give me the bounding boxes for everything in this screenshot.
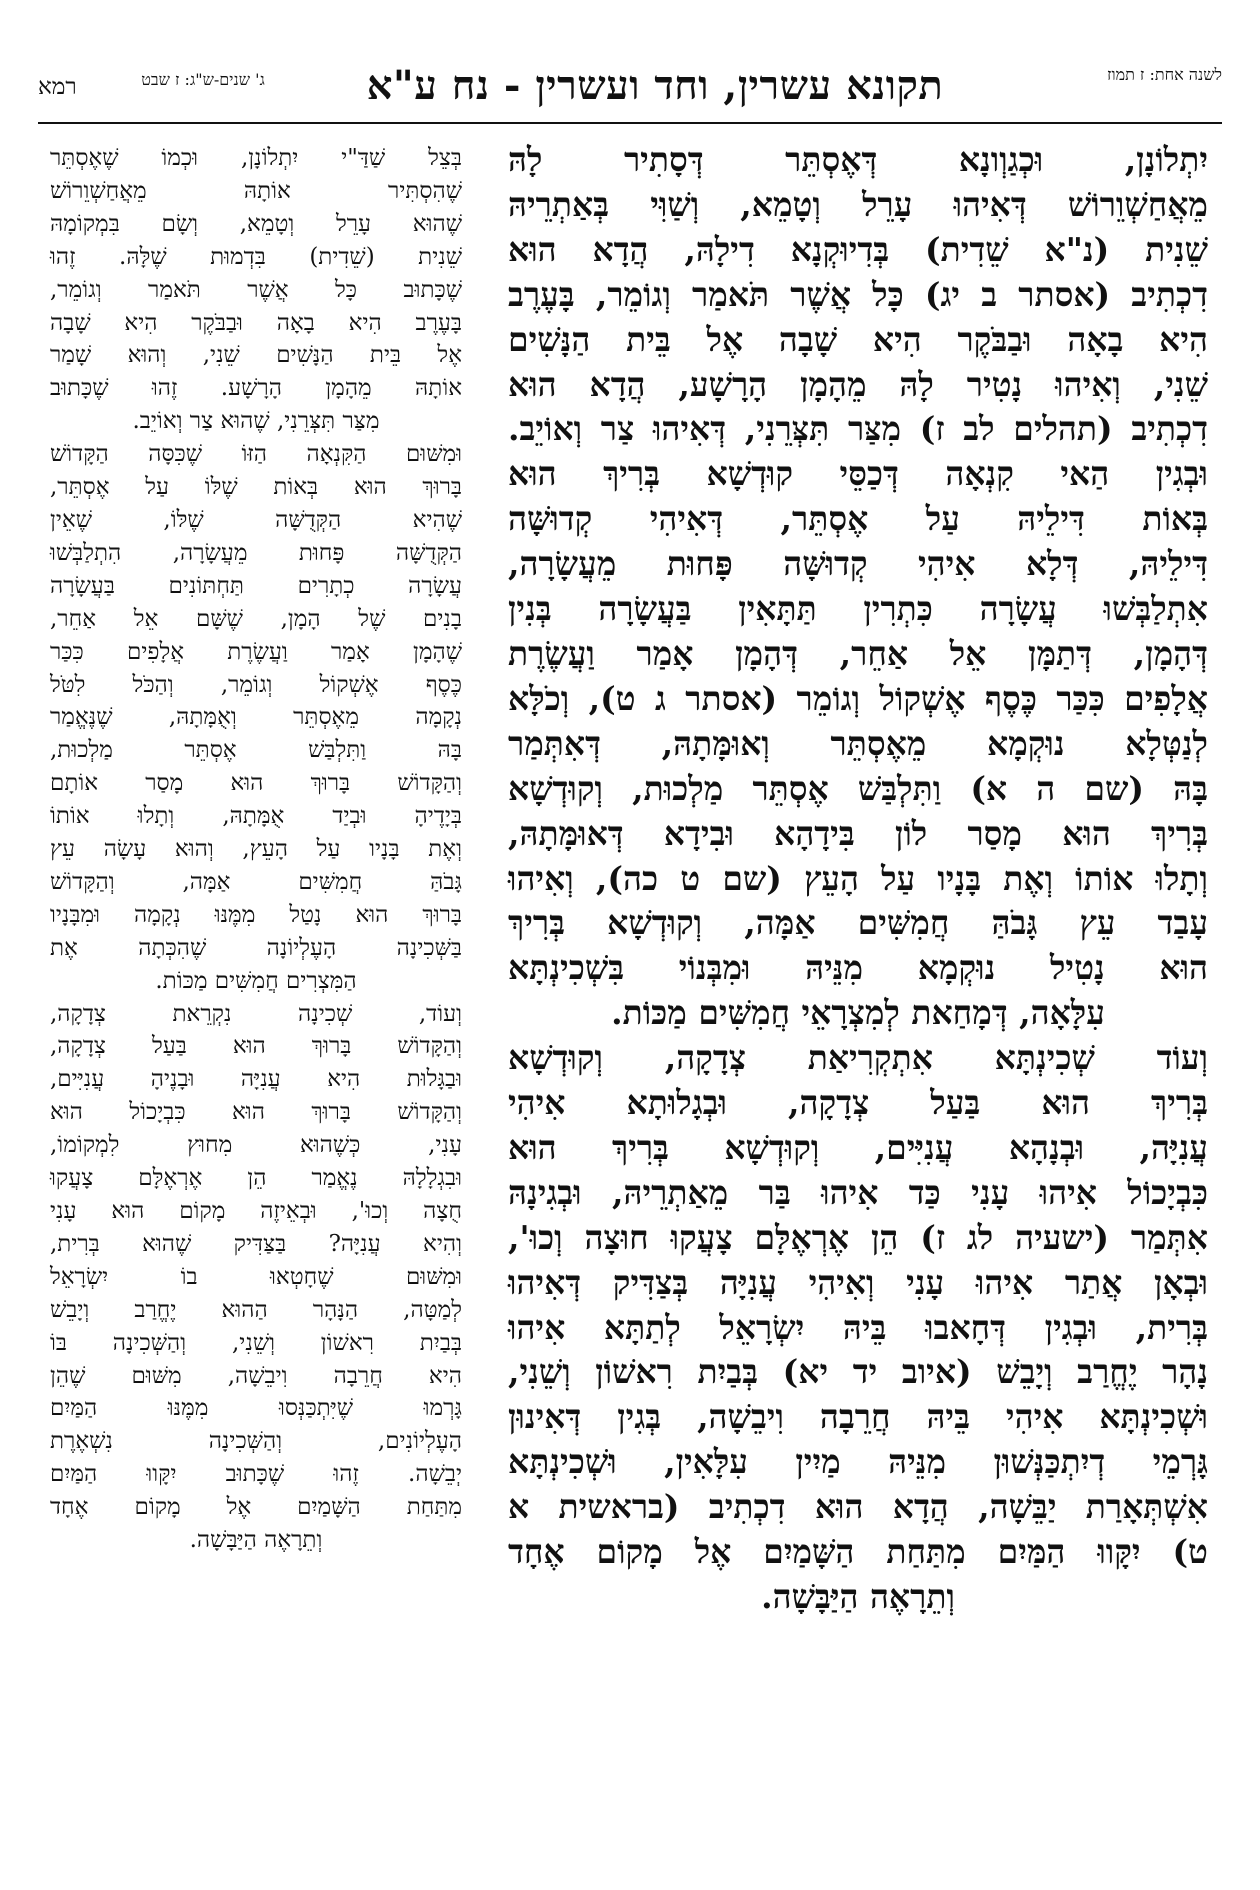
page-header (38, 62, 1222, 120)
main-line: וְעוֹד שְׁכִינְתָּא אִתְקְרִיאַת צְדָקָה, וְקוּדְשָׁא (508, 1038, 1208, 1078)
side-line: שֶׁהָמָן אָמַר וַעֲשֶׂרֶת אֲלָפִים כִּכַּר (50, 638, 462, 665)
side-line: וְהִיא עֲנִיָּה? בַּצַּדִּיק שֶׁהוּא בְּרִית, (50, 1230, 462, 1257)
side-line: שֵׁנִית (שֵׁדִית) בִּדְמוּת שֶׁלָּהּ. זֶהוּ (50, 243, 462, 270)
side-line: הָעֶלְיוֹנִים, וְהַשְּׁכִינָה נִשְׁאֶרֶת (50, 1428, 462, 1455)
main-line: אִתְּמַר (ישעיה לג ז) הֵן אֶרְאֶלָּם צָעֲקוּ חוּצָה וְכוּ', (508, 1217, 1208, 1257)
side-line: בָּרוּךְ הוּא בְּאוֹת שֶׁלּוֹ עַל אֶסְתֵּר, (50, 474, 462, 501)
side-line: וְאֶת בָּנָיו עַל הָעֵץ, וְהוּא עָשָׂה עֵץ (50, 836, 462, 863)
main-line: בְּרִיךְ הוּא בַּעַל צְדָקָה, וּבְגָלוּתָא אִיהִי (508, 1083, 1208, 1123)
main-line: גָּרְמֵי דְיִתְכַּנְּשׁוּן מִנֵּיהּ מַיִין עִלָּאִין, וּשְׁכִינְתָּא (508, 1442, 1208, 1482)
main-line: שֵׁנִית (נ"א שֵׁדִית) בְּדִיוּקְנָא דִילָהּ, הֲדָא הוּא (508, 229, 1208, 269)
main-line: וּבְגִין הַאי קִנְאָה דְּכַסֵּי קוּדְשָׁא בְּרִיךְ הוּא (508, 454, 1208, 494)
side-line: אֶל בֵּית הַנָּשִׁים שֵׁנִי, וְהוּא שָׁמַר (50, 342, 462, 369)
side-line: מִצַּר תִּצְּרֵנִי, שֶׁהוּא צַר וְאוֹיֵב. (132, 408, 380, 435)
main-line: בְּרִיךְ הוּא מָסַר לוֹן בִּידָהָא וּבִידָא דְּאוּמָּתָהּ, (508, 813, 1208, 853)
main-line: עָבַד עֵץ גָּבֹהַּ חֲמִשִּׁים אַמָּה, וְקוּדְשָׁא בְּרִיךְ (508, 903, 1208, 943)
side-line: גָּרְמוּ שֶׁיִּתְכַּנְּסוּ מִמֶּנּוּ הַמַּיִם (50, 1395, 462, 1422)
main-line: בְּרִית, וּבְגִין דְּחָאבוּ בֵּיהּ יִשְׂרָאֵל לְתַתָּא אִיהוּ (508, 1307, 1208, 1347)
side-line: וּמִשּׁוּם שֶׁחָטְאוּ בוֹ יִשְׂרָאֵל (50, 1263, 462, 1290)
main-line: מֵאֲחַשְׁוֵרוֹשׁ דְּאִיהוּ עָרֵל וְטָמֵא, וְשַׁוִּי בְּאַתְרֵיהּ (508, 184, 1208, 224)
main-line: אִתְלַבְּשׁוּ עֲשָׂרָה כִּתְרִין תַּתָּאִין בַּעֲשָׂרָה בְּנִין (508, 589, 1208, 629)
side-line: בָּרוּךְ הוּא נָטַל מִמֶּנּוּ נְקָמָה וּמִבָּנָיו (50, 901, 462, 928)
main-line: דִכְתִיב (תהלים לב ז) מִצַּר תִּצְּרֵנִי, דְּאִיהוּ צַר וְאוֹיֵב. (508, 409, 1208, 449)
page-number: רמא (38, 74, 77, 100)
side-line: גָּבֹהַּ חֲמִשִּׁים אַמָּה, וְהַקָּדוֹשׁ (50, 868, 462, 895)
main-line: וּשְׁכִינְתָּא אִיהִי בֵּיהּ חֲרֵבָה וִיבֵשָׁה, בְּגִין דְּאִינוּן (508, 1397, 1208, 1437)
side-line: בָנִים שֶׁל הָמָן, שֶׁשָּׁם אֵל אַחֵר, (50, 605, 462, 632)
main-line: דִכְתִיב (אסתר ב יג) כָּל אֲשֶׁר תֹּאמַר וְגוֹמֵר, בָּעֶרֶב (508, 274, 1208, 314)
side-line: בְּצֵל שַׁדַּ"י יִתְלוֹנָן, וּכְמוֹ שֶׁאֶסְתֵּר (50, 145, 462, 171)
side-line: נְקָמָה מֵאֶסְתֵּר וְאֻמָּתָהּ, שֶׁנֶּאֱמַר (50, 704, 462, 731)
main-line: דְּהָמָן, דְּתַמָּן אֵל אַחֵר, דְּהָמָן אָמַר וַעֲשֶׂרֶת (508, 633, 1208, 673)
main-line: יִתְלוֹנָן, וּכְגַוְונָא דְּאֶסְתֵּר דְּסָתִיר לָהּ (508, 140, 1208, 179)
side-line: וְתֵרָאֶה הַיַּבָּשָׁה. (189, 1527, 323, 1554)
side-line: לְמַטָּה, הַנָּהָר הַהוּא יֶחֱרַב וְיָבֵשׁ (50, 1296, 462, 1323)
translation-column (50, 142, 462, 1557)
side-line: הַמִּצְרִים חֲמִשִּׁים מַכּוֹת. (155, 967, 357, 994)
side-line: חֻצָה וְכוּ', וּבְאֵיזֶה מָקוֹם הוּא עָנִי (50, 1198, 462, 1224)
main-line: לְנַטְּלָא נוּקְמָא מֵאֶסְתֵּר וְאוּמָּתָהּ, דְּאִתְּמַר (508, 723, 1208, 763)
side-line: אוֹתָהּ מֵהָמָן הָרָשָׁע. זֶהוּ שֶׁכָּתוּב (50, 375, 462, 402)
main-line: וּבְאָן אֲתַר אִיהוּ עָנִי וְאִיהִי עֲנִיָּה בְּצַדִּיק דְּאִיהוּ (508, 1262, 1208, 1302)
main-line: הוּא נָטִיל נוּקְמָא מִנֵּיהּ וּמִבְּנוֹי בִּשְׁכִינְתָּא (508, 948, 1208, 988)
header-left (38, 70, 265, 112)
main-line: דִּילֵיהּ, דְּלָא אִיהִי קְדוּשָּׁה פָּחוּת מֵעֲשָׂרָה, (508, 544, 1208, 584)
side-line: מִתַּחַת הַשָּׁמַיִם אֶל מָקוֹם אֶחָד (50, 1494, 462, 1521)
three-year-cycle-date: ג' שנים-ש"ג: ז שבט (141, 70, 265, 89)
side-line: בְּיָדֶיהָ וּבְיַד אֻמָּתָהּ, וְתָלוּ אוֹתוֹ (50, 803, 462, 830)
side-line: וְהַקָּדוֹשׁ בָּרוּךְ הוּא מָסַר אוֹתָם (50, 770, 462, 797)
side-line: עָנִי, כְּשֶׁהוּא מִחוּץ לִמְקוֹמוֹ, (50, 1132, 462, 1159)
side-line: בַּשְּׁכִינָה הָעֶלְיוֹנָה שֶׁהִכְּתָה אֶת (50, 934, 462, 961)
side-line: בְּבַיִת רִאשׁוֹן וְשֵׁנִי, וְהַשְּׁכִינָה בּוֹ (50, 1329, 462, 1356)
main-line: עֲנִיָּה, וּבְנָהָא עֲנִיִּים, וְקוּדְשָׁא בְּרִיךְ הוּא (508, 1127, 1208, 1167)
side-line: כֶּסֶף אֶשְׁקוֹל וְגוֹמֵר, וְהַכֹּל לִטֹּל (50, 671, 462, 698)
side-line: שֶׁהוּא עָרֵל וְטָמֵא, וְשָׂם בִּמְקוֹמָהּ (50, 210, 462, 237)
page-title: תקונא עשרין, וחד ועשרין - נח ע"א (366, 62, 944, 109)
side-line: יְבֵשָׁה. זֶהוּ שֶׁכָּתוּב יִקָּווּ הַמַּיִם (50, 1461, 462, 1488)
main-line: בְּאוֹת דִּילֵיהּ עַל אֶסְתֵּר, דְּאִיהִי קְדוּשָּׁה (508, 499, 1208, 539)
side-line: וְעוֹד, שְׁכִינָה נִקְרֵאת צְדָקָה, (50, 1000, 462, 1027)
side-line: עֲשָׂרָה כְתָרִים תַּחְתּוֹנִים בַּעֲשָׂרָה (50, 572, 462, 599)
side-line: בָּעֶרֶב הִיא בָאָה וּבַבֹּקֶר הִיא שָׁבָה (50, 309, 462, 336)
side-line: וְהַקָּדוֹשׁ בָּרוּךְ הוּא בַּעַל צְדָקָה, (50, 1033, 462, 1060)
main-line: שֵׁנִי, וְאִיהוּ נָטִיר לָהּ מֵהָמָן הָרָשָׁע, הֲדָא הוּא (508, 364, 1208, 404)
side-line: וּמִשּׁוּם הַקִּנְאָה הַזּוֹ שֶׁכִּסָּה הַקָּדוֹשׁ (50, 441, 462, 468)
main-line: אִשְׁתְּאָרַת יַבֵּשָׁה, הֲדָא הוּא דִכְתִיב (בראשית א (508, 1487, 1208, 1527)
main-line: בָּהּ (שם ה א) וַתִּלְבַּשׁ אֶסְתֵּר מַלְכוּת, וְקוּדְשָׁא (508, 768, 1208, 808)
main-line: נָהָר יֶחֱרַב וְיָבֵשׁ (איוב יד יא) בְּבַיִת רִאשׁוֹן וְשֵׁנִי, (508, 1352, 1208, 1392)
side-line: שֶׁהִסְתִּיר אוֹתָהּ מֵאֲחַשְׁוֵרוֹשׁ (50, 177, 462, 204)
main-line: כִּבְיָכוֹל אִיהוּ עָנִי כַּד אִיהוּ בַּר מֵאַתְרֵיהּ, וּבְגִינָהּ (508, 1172, 1208, 1212)
side-line: וְהַקָּדוֹשׁ בָּרוּךְ הוּא כִּבְיָכוֹל הוּא (50, 1099, 462, 1126)
header-divider (38, 122, 1222, 124)
side-line: שֶׁהִיא הַקְּדֻשָּׁה שֶׁלּוֹ, שֶׁאֵין (50, 506, 462, 533)
main-line: וְתָלוּ אוֹתוֹ וְאֶת בָּנָיו עַל הָעֵץ (שם ט כה), וְאִיהוּ (508, 858, 1208, 898)
main-text-column (508, 138, 1208, 1620)
side-line: וּבַגָּלוּת הִיא עֲנִיָּה וּבָנֶיהָ עֲנִיִּים, (50, 1066, 462, 1093)
main-line: ט) יִקָּווּ הַמַּיִם מִתַּחַת הַשָּׁמַיִם אֶל מָקוֹם אֶחָד (508, 1532, 1208, 1572)
side-line: שֶׁכָּתוּב כָּל אֲשֶׁר תֹּאמַר וְגוֹמֵר, (50, 276, 462, 303)
main-line: וְתֵרָאֶה הַיַּבָּשָׁה. (761, 1577, 955, 1616)
main-line: הִיא בָאָה וּבַבֹּקֶר הִיא שָׁבָה אֶל בֵּית הַנָּשִׁים (508, 319, 1208, 359)
side-line: וּבִגְלָלָהּ נֶאֱמַר הֵן אֶרְאֶלָּם צָעֲקוּ (50, 1165, 462, 1192)
side-line: הַקְּדֻשָּׁה פָּחוּת מֵעֲשָׂרָה, הִתְלַבְּשׁוּ (50, 539, 462, 566)
main-line: עִלָּאָה, דְּמָחַאת לְמִצְרָאֵי חֲמִשִּׁים מַכּוֹת. (611, 993, 1105, 1033)
one-year-cycle-date: לשנה אחת: ז תמוז (1107, 65, 1222, 84)
side-line: הִיא חֲרֵבָה וִיבֵשָׁה, מִשּׁוּם שֶׁהֵן (50, 1362, 462, 1389)
side-line: בָּהּ וַתִּלְבַּשׁ אֶסְתֵּר מַלְכוּת, (50, 737, 462, 764)
main-line: אֲלָפִים כִּכַּר כֶּסֶף אֶשְׁקוֹל וְגוֹמֵר (אסתר ג ט), וְכֹלָּא (508, 678, 1208, 718)
